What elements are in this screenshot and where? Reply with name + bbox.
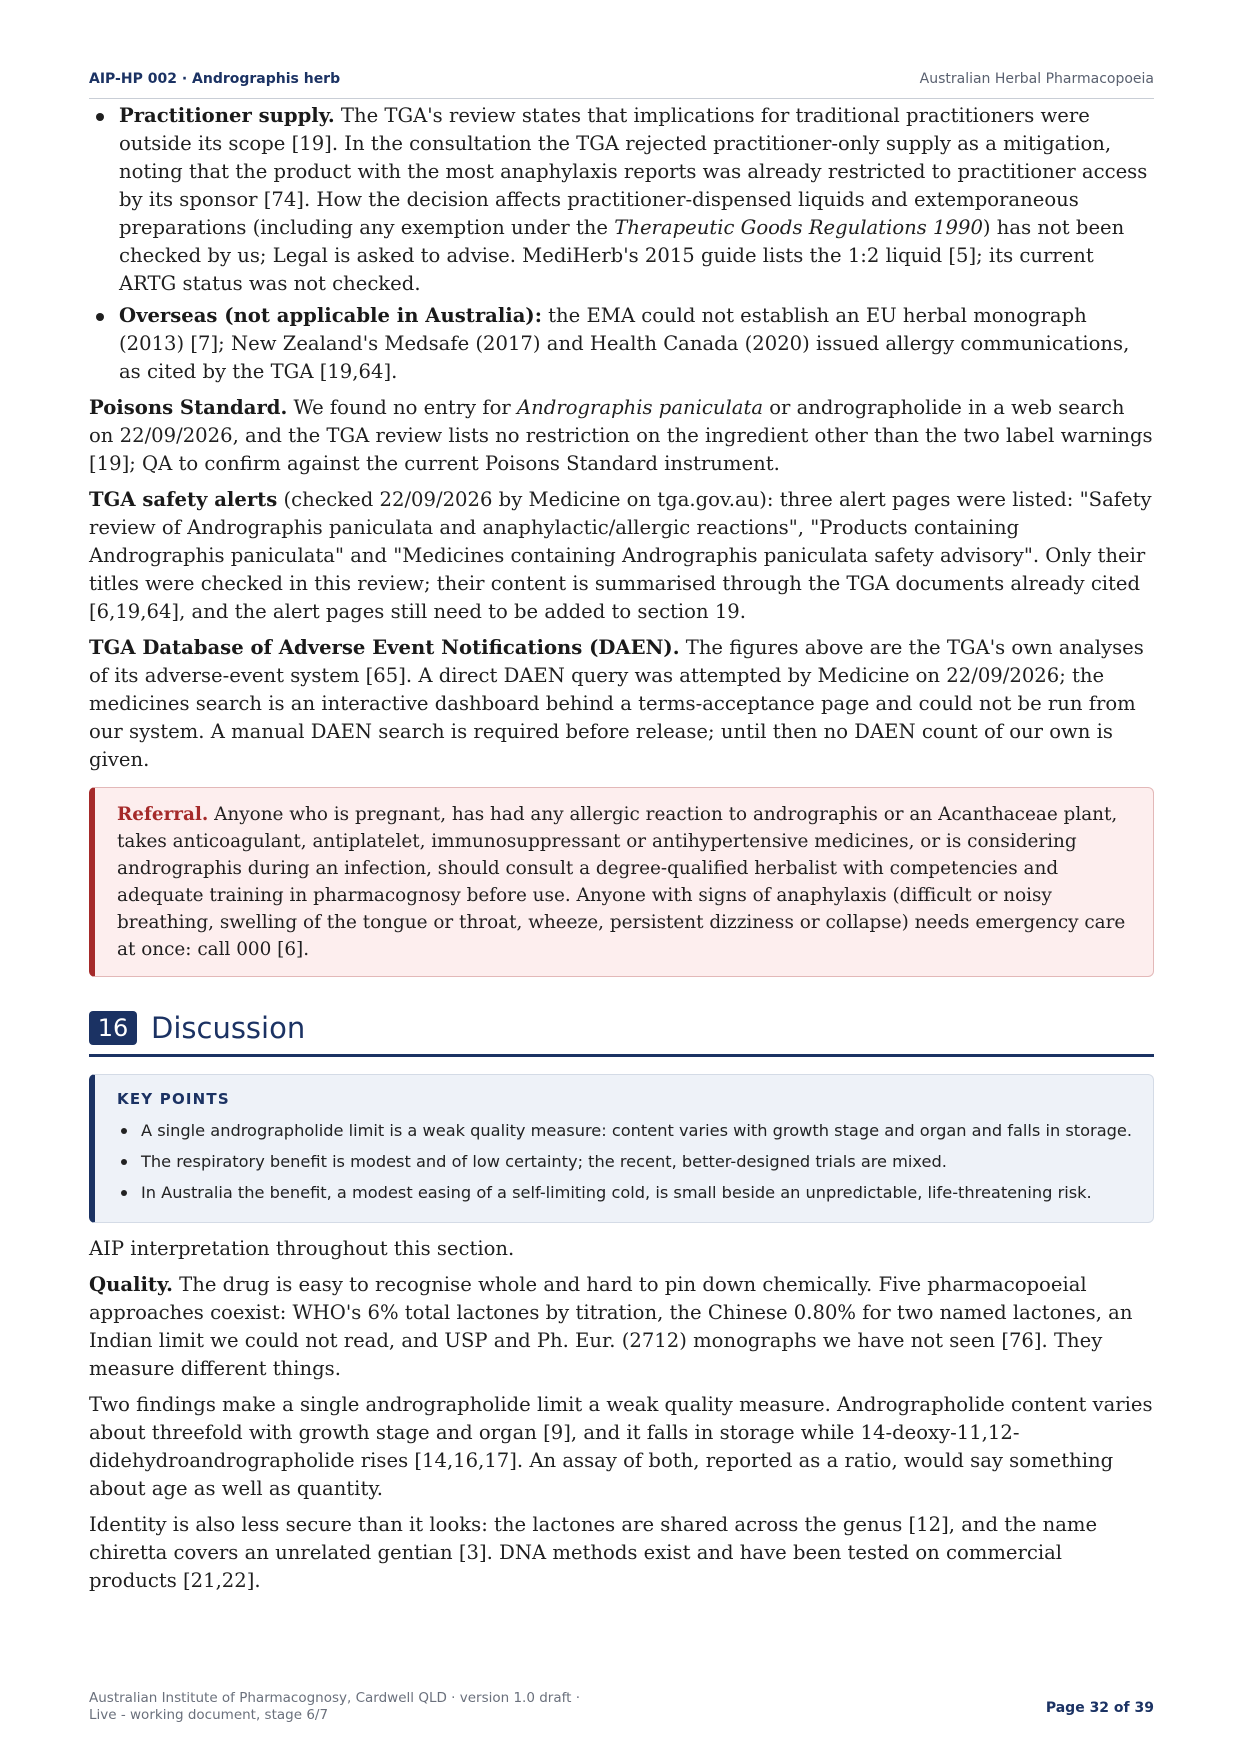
paragraph-label: Poisons Standard. [89, 396, 288, 419]
list-item: The respiratory benefit is modest and of low certainty; the recent, better-designed trials are mixed. [117, 1146, 1133, 1177]
footer-institution: Australian Institute of Pharmacognosy, Cardwell QLD · version 1.0 draft · Live - working document, stage 6/7 [89, 1690, 581, 1723]
publication-name: Australian Herbal Pharmacopoeia [919, 71, 1154, 87]
bullet-label: Practitioner supply. [119, 104, 335, 127]
paragraph-label: Quality. [89, 1273, 173, 1296]
daen-paragraph [89, 634, 1154, 774]
bullet-text: the EMA could not establish an EU herbal monograph (2013) [7]; New Zealand's Medsafe (2017) and Health Canada (2020) issued allergy communications, as cited by the TGA [19,64]. [119, 304, 1130, 383]
page-number: Page 32 of 39 [1045, 1700, 1154, 1716]
section-heading [89, 1011, 1154, 1057]
list-item [89, 302, 1154, 386]
poisons-paragraph [89, 394, 1154, 478]
key-points-title: KEY POINTS [117, 1090, 230, 1108]
referral-label: Referral. [117, 804, 209, 825]
running-header [89, 71, 1154, 99]
bullet-text: The TGA's review states that implications for traditional practitioners were outside its scope [19]. In the consultation the TGA rejected practitioner-only supply as a mitigation, noting that the product with the most anaphylaxis reports was already restricted to practitioner access by its sponsor [74]. How the decision affects practitioner-dispensed liquids and extemporaneous preparations (including any exemption under the [119, 104, 1148, 239]
findings-paragraph: Two findings make a single andrographolide limit a weak quality measure. Andrographolide content varies about threefold with growth stage and organ [9], and it falls in storage while 14-deoxy-11,12-didehydroandrographolide rises [14,16,17]. An assay of both, reported as a ratio, would say something about age as well as quantity. [89, 1393, 1153, 1500]
paragraph-text: We found no entry for [287, 396, 518, 419]
section-title: Discussion [151, 1011, 306, 1045]
bullet-italic: Therapeutic Goods Regulations 1990 [614, 216, 983, 239]
list-item: A single andrographolide limit is a weak quality measure: content varies with growth stage and organ and falls in storage. [117, 1115, 1133, 1146]
section-number-badge: 16 [89, 1011, 137, 1045]
page-body [89, 102, 1154, 1595]
key-points-box [89, 1074, 1154, 1223]
list-item: In Australia the benefit, a modest easing of a self-limiting cold, is small beside an unpredictable, life-threatening risk. [117, 1177, 1133, 1208]
alerts-paragraph [89, 486, 1154, 626]
key-points-list [117, 1115, 1133, 1208]
bullet-list [89, 102, 1154, 386]
species-name: Andrographis paniculata [517, 396, 763, 419]
interpretation-note: AIP interpretation throughout this section. [89, 1237, 515, 1260]
paragraph-text: The drug is easy to recognise whole and hard to pin down chemically. Five pharmacopoeial approaches coexist: WHO's 6% total lactones by titration, the Chinese 0.80% for two named lactones, an Indian limit we could not read, and USP and Ph. Eur. (2712) monographs we have not seen [76]. They measure different things. [89, 1273, 1133, 1380]
identity-paragraph: Identity is also less secure than it looks: the lactones are shared across the genus [12], and the name chiretta covers an unrelated gentian [3]. DNA methods exist and have been tested on commercial products [21,22]. [89, 1513, 1098, 1592]
list-item [89, 102, 1154, 298]
paragraph-text: (checked 22/09/2026 by Medicine on tga.gov.au): three alert pages were listed: "Safety review of Andrographis paniculata and anaphylactic/allergic reactions", "Products containing Andrographis paniculata" and "Medicines containing Andrographis paniculata safety advisory". Only their titles were checked in this review; their content is summarised through the TGA documents already cited [6,19,64], and the alert pages still need to be added to section 19. [89, 488, 1152, 623]
paragraph-text: The figures above are the TGA's own analyses of its adverse-event system [65]. A direct DAEN query was attempted by Medicine on 22/09/2026; the medicines search is an interactive dashboard behind a terms-acceptance page and could not be run from our system. A manual DAEN search is required before release; until then no DAEN count of our own is given. [89, 636, 1144, 771]
bullet-label: Overseas (not applicable in Australia): [119, 304, 542, 327]
bullet-text: ) has not been checked by us; Legal is asked to advise. MediHerb's 2015 guide lists the 1:2 liquid [5]; its current ARTG status was not checked. [119, 216, 1125, 295]
referral-text: Anyone who is pregnant, has had any allergic reaction to andrographis or an Acanthaceae plant, takes anticoagulant, antiplatelet, immunosuppressant or antihypertensive medicines, or is considering andrographis during an infection, should consult a degree-qualified herbalist with competencies and adequate training in pharmacognosy before use. Anyone with signs of anaphylaxis (difficult or noisy breathing, swelling of the tongue or throat, wheeze, persistent dizziness or collapse) needs emergency care at once: call 000 [6]. [117, 804, 1126, 960]
paragraph-label: TGA Database of Adverse Event Notifications (DAEN). [89, 636, 680, 659]
paragraph-label: TGA safety alerts [89, 488, 278, 511]
paragraph-text: or andrographolide in a web search on 22/09/2026, and the TGA review lists no restriction on the ingredient other than the two label warnings [19]; QA to confirm against the current Poisons Standard instrument. [89, 396, 1153, 475]
quality-paragraph [89, 1271, 1154, 1383]
document-id: AIP-HP 002 · Andrographis herb [89, 71, 341, 87]
referral-callout [89, 787, 1154, 977]
document-page [89, 0, 1154, 1755]
